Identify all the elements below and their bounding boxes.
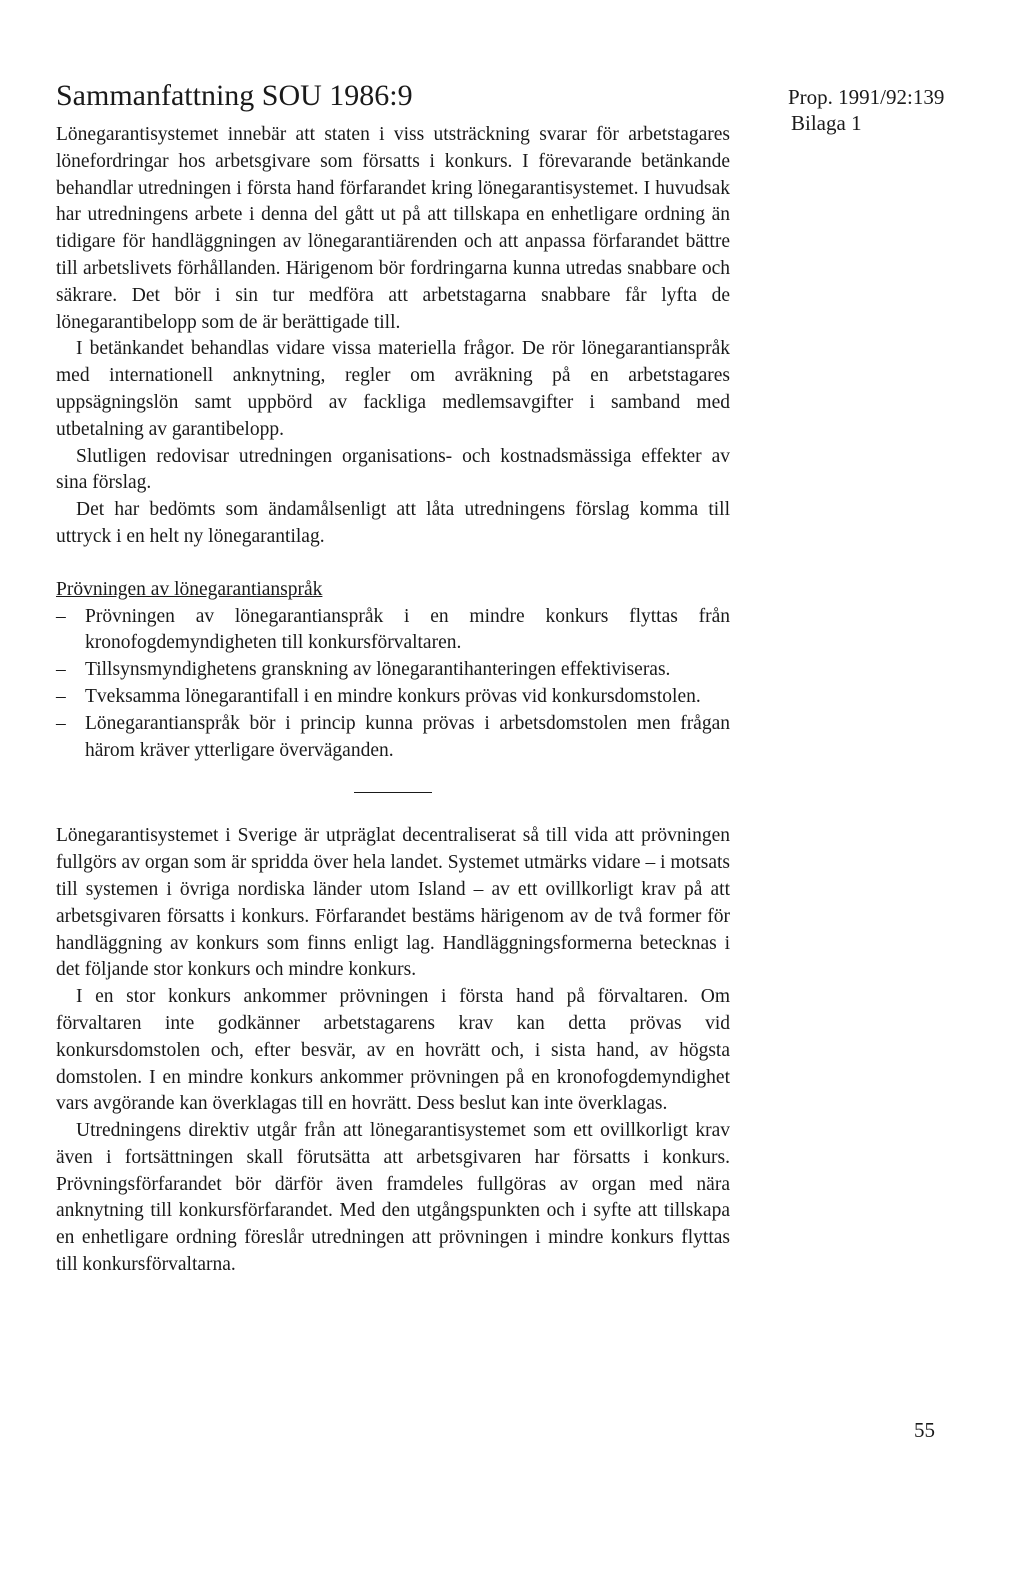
body-paragraph-1: Lönegarantisystemet i Sverige är utpräglat decentraliserat så till vida att prövningen fullgörs av organ som är spridda över hela landet. Systemet utmärks vidare – i motsats till systemen i övriga nordiska länder utom Island – av ett ovillkorligt krav på att arbetsgivaren försatts i konkurs. Förfarandet bestäms härigenom av de två former för handläggning av konkurs som finns enligt lag. Handläggningsformerna betecknas i det följande stor konkurs och mindre konkurs. <box>56 825 730 981</box>
list-item-text: Tveksamma lönegarantifall i en mindre konkurs prövas vid konkursdomstolen. <box>85 685 701 707</box>
list-item <box>56 711 730 765</box>
list-item-text: Prövningen av lönegarantianspråk i en mindre konkurs flyttas från kronofogdemyndigheten till konkursförvaltaren. <box>85 605 730 654</box>
dash-bullet: – <box>56 659 66 681</box>
main-column <box>56 78 730 1279</box>
summary-paragraph-4: Det har bedömts som ändamålsenligt att låta utredningens förslag komma till uttryck i en helt ny lönegarantilag. <box>56 499 730 547</box>
summary-paragraph-3: Slutligen redovisar utredningen organisations- och kostnadsmässiga effekter av sina förslag. <box>56 445 730 494</box>
page-number: 55 <box>914 1418 935 1442</box>
margin-reference <box>788 84 944 136</box>
summary-paragraph-1: Lönegarantisystemet innebär att staten i viss utsträckning svarar för arbetstagares lönefordringar hos arbetsgivare som försatts i konkurs. I förevarande betänkande behandlar utredningen i första hand förfarandet kring lönegarantisystemet. I huvudsak har utredningens arbete i denna del gått ut på att tillskapa en enhetligare ordning än tidigare för handläggningen av lönegarantiärenden och att anpassa förfarandet bättre till arbetslivets förhållanden. Härigenom bör fordringarna kunna utredas snabbare och säkrare. Det bör i sin tur medföra att arbetstagarna snabbare får lyfta de lönegarantibelopp som de är berättigade till. <box>56 124 730 333</box>
body-paragraph-2: I en stor konkurs ankommer prövningen i första hand på förvaltaren. Om förvaltaren inte godkänner arbetstagarens krav kan detta prövas vid konkursdomstolen och, efter besvär, av en hovrätt och, i sista hand, av högsta domstolen. I en mindre konkurs ankommer prövningen på en kronofogdemyndighet vars avgörande kan överklagas till en hovrätt. Dess beslut kan inte överklagas. <box>56 986 730 1115</box>
body-paragraph-3: Utredningens direktiv utgår från att lönegarantisystemet som ett ovillkorligt krav även i fortsättningen skall förutsätta att arbetsgivaren har försatts i konkurs. Prövningsförfarandet bör därför även framdeles fullgöras av organ med nära anknytning till konkursförfarandet. Med den utgångspunkten och i syfte att tillskapa en enhetligare ordning föreslår utredningen att prövningen i mindre konkurs flyttas till konkursförvaltarna. <box>56 1120 730 1276</box>
list-item <box>56 657 730 684</box>
section-heading-provning: Prövningen av lönegarantianspråk <box>56 578 323 600</box>
dash-bullet: – <box>56 605 66 627</box>
dash-bullet: – <box>56 712 66 734</box>
list-item <box>56 604 730 658</box>
page-title: Sammanfattning SOU 1986:9 <box>56 79 413 112</box>
dash-bullet: – <box>56 685 66 707</box>
summary-paragraph-2: I betänkandet behandlas vidare vissa materiella frågor. De rör lönegarantianspråk med internationell anknytning, regler om avräkning på en arbetstagares uppsägningslön samt uppbörd av fackliga medlemsavgifter i samband med utbetalning av garantibelopp. <box>56 338 730 440</box>
section-divider <box>354 792 432 793</box>
bilaga-label: Bilaga 1 <box>791 111 862 135</box>
list-item-text: Lönegarantianspråk bör i princip kunna prövas i arbetsdomstolen men frågan härom kräver ytterligare överväganden. <box>85 712 730 761</box>
list-item-text: Tillsynsmyndighetens granskning av lönegarantihanteringen effektiviseras. <box>85 659 671 681</box>
list-item <box>56 684 730 711</box>
prop-reference: Prop. 1991/92:139 <box>788 85 945 109</box>
provning-list <box>56 604 730 765</box>
